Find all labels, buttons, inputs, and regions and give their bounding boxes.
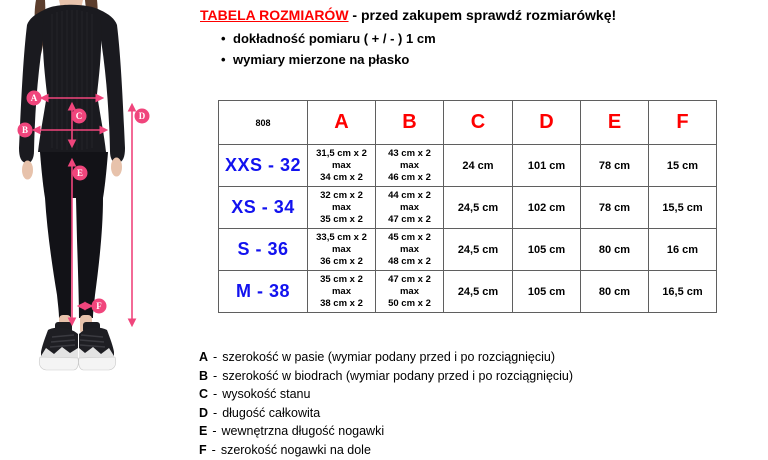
- note-text: wymiary mierzone na płasko: [233, 52, 410, 67]
- table-row-xxs: [219, 145, 717, 187]
- legend-item-a: A - szerokość w pasie (wymiar podany przed i po rozciągnięciu): [199, 350, 555, 365]
- legend-text: szerokość nogawki na dole: [220, 442, 371, 457]
- legend-item-d: D - długość całkowita: [199, 405, 321, 420]
- value-a: 32 cm x 2 max 35 cm x 2: [308, 187, 376, 229]
- page-title: [200, 7, 616, 23]
- measure-label-b: [18, 123, 33, 138]
- model-number-cell: 808: [219, 101, 308, 145]
- right-sneaker: [79, 322, 116, 370]
- bullet-icon: •: [221, 52, 226, 67]
- value-a: 31,5 cm x 2 max 34 cm x 2: [308, 145, 376, 187]
- size-table-header-row: [219, 101, 717, 145]
- legend-text: szerokość w pasie (wymiar podany przed i po rozciągnięciu): [222, 350, 555, 365]
- value-c: 24 cm: [444, 145, 513, 187]
- size-table: [218, 100, 717, 313]
- value-c: 24,5 cm: [444, 229, 513, 271]
- value-b: 47 cm x 2 max 50 cm x 2: [376, 271, 444, 313]
- size-label: XXS - 32: [219, 145, 308, 187]
- column-header-e: E: [581, 101, 649, 145]
- legend-text: wysokość stanu: [222, 387, 311, 402]
- note-text: dokładność pomiaru ( + / - ) 1 cm: [233, 31, 436, 46]
- value-f: 15,5 cm: [649, 187, 717, 229]
- svg-text:E: E: [76, 168, 84, 179]
- value-f: 16 cm: [649, 229, 717, 271]
- page-title-rest: - przed zakupem sprawdź rozmiarówkę!: [348, 7, 617, 23]
- svg-text:D: D: [138, 111, 146, 122]
- value-e: 80 cm: [581, 229, 649, 271]
- column-header-a: A: [308, 101, 376, 145]
- model-figure-graphic: [0, 0, 190, 460]
- bullet-icon: •: [221, 31, 226, 46]
- legend-item-e: E - wewnętrzna długość nogawki: [199, 424, 385, 439]
- left-sneaker: [39, 322, 78, 370]
- value-e: 80 cm: [581, 271, 649, 313]
- value-d: 105 cm: [513, 271, 581, 313]
- measurement-legend: [199, 348, 573, 459]
- legend-text: wewnętrzna długość nogawki: [221, 424, 385, 439]
- legend-item-f: F - szerokość nogawki na dole: [199, 442, 371, 457]
- value-a: 33,5 cm x 2 max 36 cm x 2: [308, 229, 376, 271]
- product-photo: [0, 0, 190, 460]
- svg-text:A: A: [30, 93, 38, 104]
- column-header-d: D: [513, 101, 581, 145]
- legend-text: szerokość w biodrach (wymiar podany przed i po rozciągnięciu): [222, 368, 574, 383]
- measure-label-e: [73, 166, 88, 181]
- note-item: [221, 49, 436, 70]
- value-b: 44 cm x 2 max 47 cm x 2: [376, 187, 444, 229]
- size-label: XS - 34: [219, 187, 308, 229]
- table-row-m: [219, 271, 717, 313]
- svg-text:F: F: [96, 301, 102, 312]
- measure-label-a: [27, 91, 42, 106]
- svg-text:B: B: [21, 125, 29, 136]
- notes-list: [221, 28, 436, 70]
- value-d: 102 cm: [513, 187, 581, 229]
- value-f: 16,5 cm: [649, 271, 717, 313]
- right-hand: [111, 158, 122, 177]
- value-b: 45 cm x 2 max 48 cm x 2: [376, 229, 444, 271]
- value-e: 78 cm: [581, 187, 649, 229]
- legend-text: długość całkowita: [222, 405, 321, 420]
- svg-text:C: C: [75, 111, 83, 122]
- size-label: S - 36: [219, 229, 308, 271]
- size-label: M - 38: [219, 271, 308, 313]
- column-header-c: C: [444, 101, 513, 145]
- value-c: 24,5 cm: [444, 187, 513, 229]
- value-e: 78 cm: [581, 145, 649, 187]
- column-header-b: B: [376, 101, 444, 145]
- measure-label-f: [92, 299, 107, 314]
- page-title-highlight: TABELA ROZMIARÓW: [200, 7, 349, 23]
- measure-label-d: [135, 109, 150, 124]
- value-c: 24,5 cm: [444, 271, 513, 313]
- left-leg: [45, 198, 72, 318]
- note-item: [221, 28, 436, 49]
- value-f: 15 cm: [649, 145, 717, 187]
- value-a: 35 cm x 2 max 38 cm x 2: [308, 271, 376, 313]
- value-b: 43 cm x 2 max 46 cm x 2: [376, 145, 444, 187]
- value-d: 105 cm: [513, 229, 581, 271]
- table-row-s: [219, 229, 717, 271]
- left-hand: [22, 161, 33, 180]
- measure-label-c: [72, 109, 87, 124]
- table-row-xs: [219, 187, 717, 229]
- column-header-f: F: [649, 101, 717, 145]
- legend-item-b: B - szerokość w biodrach (wymiar podany przed i po rozciągnięciu): [199, 368, 574, 383]
- value-d: 101 cm: [513, 145, 581, 187]
- legend-item-c: C - wysokość stanu: [199, 387, 311, 402]
